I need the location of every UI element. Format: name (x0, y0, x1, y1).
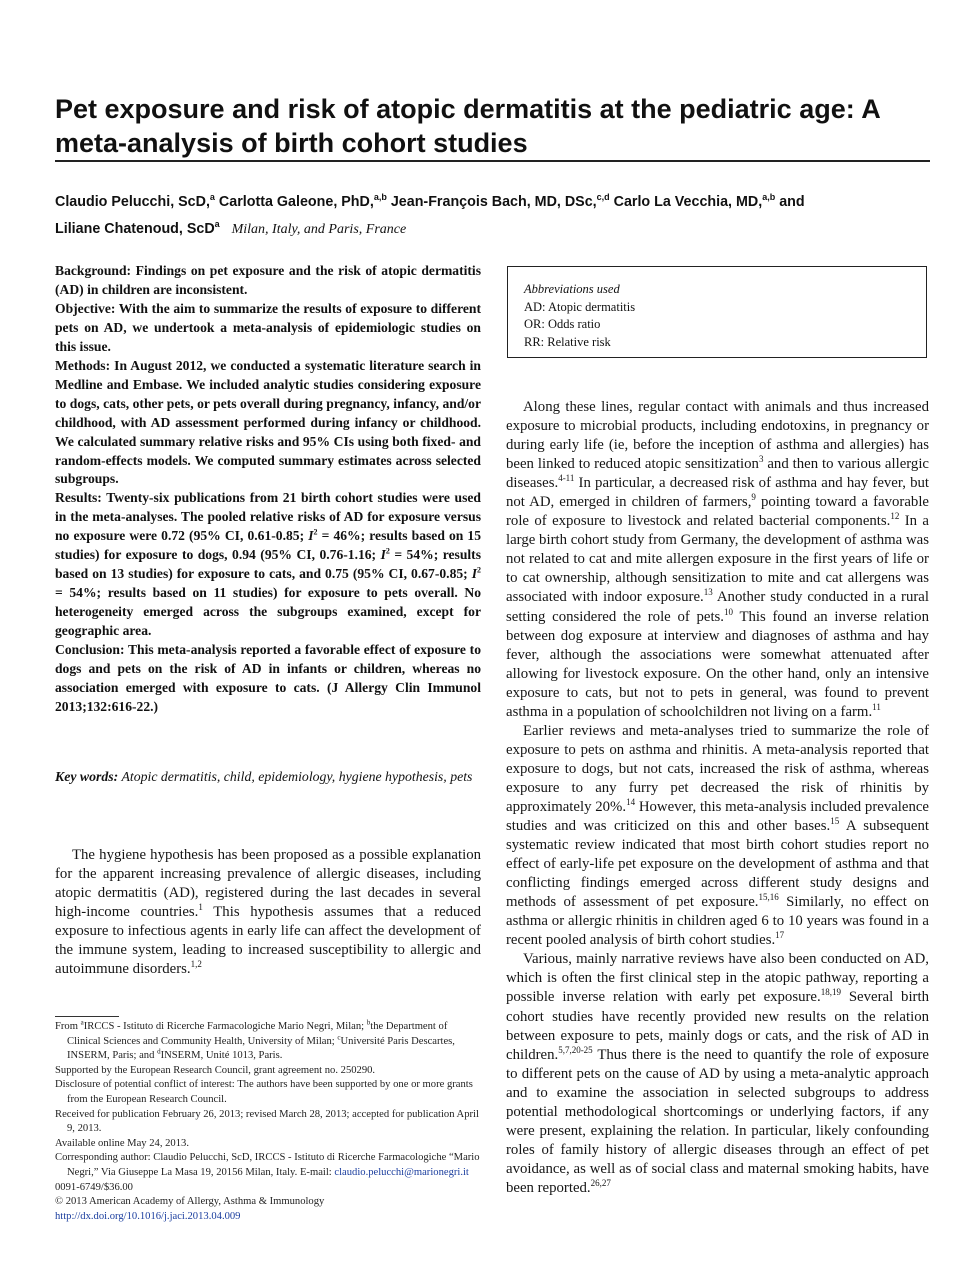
footnote-available: Available online May 24, 2013. (55, 1137, 189, 1149)
footnotes (55, 1020, 481, 1224)
intro-text (55, 846, 481, 979)
email-link[interactable]: claudio.pelucchi@marionegri.it (334, 1166, 469, 1178)
i2-sup: 2 (313, 527, 318, 537)
author-name: Claudio Pelucchi, ScD, (55, 193, 210, 210)
section-text: Findings on pet exposure and the risk of atopic dermatitis (AD) in children are inconsistent. (55, 263, 481, 297)
abstract-methods (55, 357, 481, 490)
section-text: = 54%; results based on 11 studies) for exposure to pets overall. No heterogeneity emerged across the subgroups examined, except for geographic area. (55, 585, 481, 639)
footnote-received: Received for publication February 26, 2013; revised March 28, 2013; accepted for publication April 9, 2013. (55, 1108, 479, 1135)
keywords-text: Atopic dermatitis, child, epidemiology, hygiene hypothesis, pets (121, 769, 473, 784)
footnote-affiliations: From $^a$IRCCS - Istituto di Ricerche Farmacologiche Mario Negri, Milan; $^b$the Department of Clinical Sciences and Community Health, University of Milan; $^c$Université Paris Descartes, INSERM, Paris; and $^d$INSERM, Unité 1013, Paris. (55, 1018, 455, 1062)
footnote-issn: 0091-6749/$36.00 (55, 1181, 133, 1193)
abstract-conclusion (55, 641, 481, 717)
section-label: Methods: (55, 357, 111, 373)
author-affil: a (209, 192, 215, 202)
abbreviations-box (507, 266, 927, 358)
section-text: Twenty-six publications from 21 birth cohort studies were used in the meta-analyses. The pooled relative risks of AD for exposure versus no exposure were 0.72 (95% CI, 0.61-0.85; (55, 490, 481, 544)
i2-symbol: I (308, 528, 314, 544)
citation-ref: 10 (724, 606, 734, 617)
citation-ref: 3 (758, 454, 764, 465)
author-name: Jean-François Bach, MD, DSc, (390, 193, 597, 210)
author-list (55, 186, 935, 241)
author-name: Carlo La Vecchia, MD, (613, 193, 763, 210)
citation-ref: 15,16 (758, 892, 779, 903)
footnote-disclosure: Disclosure of potential conflict of interest: The authors have been supported by one or more grants from the European Research Council. (55, 1079, 473, 1105)
citation-ref: 1 (198, 902, 203, 913)
body-paragraph: Earlier reviews and meta-analyses tried to summarize the role of exposure to pets on asthma and rhinitis. A meta-analysis reported that exposure to dogs, but not cats, increased the risk of asthma, whereas exposure to any furry pet decreased the risk of rhinitis by approximately 20%.$^{14}$ However, this meta-analysis included prevalence studies and was criticized on this and other bases.$^{15}$ A subsequent systematic review indicated that most birth cohort studies report no effect of early-life pet exposure on the development of asthma and that conflicting findings emerged across different study designs and methods of assessment of pet exposure.$^{15,16}$ Similarly, no effect on asthma or allergic rhinitis in children aged 6 to 10 years was found in a recent pooled analysis of birth cohort studies.$^{17}$ (506, 722, 930, 949)
abbreviation-item: AD: Atopic dermatitis (524, 299, 636, 314)
title-rule (55, 160, 930, 162)
i2-sup: 2 (385, 546, 390, 556)
citation-ref: 1,2 (190, 959, 202, 970)
section-text: With the aim to summarize the results of exposure to different pets on AD, we undertook a meta-analysis of epidemiologic studies on this issue. (55, 300, 482, 354)
doi-link[interactable]: http://dx.doi.org/10.1016/j.jaci.2013.04.009 (55, 1210, 241, 1222)
author-affil: a,b (762, 192, 776, 202)
author-affil: a,b (373, 192, 387, 202)
section-label: Results: (55, 490, 102, 506)
citation-ref: 13 (703, 587, 713, 598)
citation-ref: 11 (872, 701, 881, 712)
intro-paragraph: The hygiene hypothesis has been proposed as a possible explanation for the apparent increasing prevalence of allergic diseases, including atopic dermatitis (AD), registered during the last decades in several high-income countries.$^1$ This hypothesis assumes that a reduced exposure to infectious agents in early life can affect the development of the immune system, leading to increased susceptibility to allergic and autoimmune disorders.$^{1,2}$ (55, 847, 481, 978)
citation-ref: 17 (775, 930, 785, 941)
citation-ref: 9 (751, 492, 756, 503)
author-name: Liliane Chatenoud, ScD (55, 220, 215, 237)
citation-ref: 18,19 (820, 987, 841, 998)
abbreviation-item: OR: Odds ratio (524, 317, 601, 331)
affiliation-place: Milan, Italy, and Paris, France (231, 221, 407, 237)
abstract-background (55, 262, 481, 300)
section-text: = 46%; results based on 15 studies) for exposure to dogs, 0.94 (95% CI, 0.76-1.16; (55, 528, 482, 563)
author-joiner: and (779, 193, 805, 210)
citation-ref: 15 (830, 816, 840, 827)
section-text: This meta-analysis reported a favorable effect of exposure to dogs and pets on the risk of AD in infants or children, whereas no association emerged with exposure to cats. (55, 642, 481, 695)
section-label: Conclusion: (55, 642, 125, 658)
citation-ref: 12 (890, 511, 900, 522)
abbreviation-item: RR: Relative risk (524, 334, 611, 349)
citation-ref: 14 (626, 797, 636, 808)
footnote-support: Supported by the European Research Council, grant agreement no. 250290. (55, 1064, 376, 1076)
abstract-results (55, 489, 481, 641)
section-label: Objective: (55, 300, 116, 316)
citation-ref: 5,7,20-25 (558, 1044, 593, 1055)
i2-sup: 2 (477, 565, 482, 575)
i2-symbol: I (471, 566, 478, 582)
footnote-rule (55, 1016, 119, 1017)
right-column-text (506, 398, 929, 1198)
article-title: Pet exposure and risk of atopic dermatitis at the pediatric age: A meta-analysis of birth cohort studies (55, 94, 880, 158)
section-text: = 54%; results based on 13 studies) for exposure to cats, and 0.75 (95% CI, 0.67-0.85; (55, 547, 481, 582)
abstract (55, 262, 481, 717)
author-affil: c,d (596, 192, 610, 202)
body-paragraph: Along these lines, regular contact with animals and thus increased exposure to microbial products, including endotoxins, in pregnancy or during early life (ie, before the inception of asthma and allergies) has been linked to reduced atopic sensitization$^3$ and then to various allergic diseases.$^{4-11}$ In particular, a decreased risk of asthma and hay fever, but not AD, emerged in children of farmers,$^9$ pointing toward a favorable role of exposure to livestock and related bacterial components.$^{12}$ In a large birth cohort study from Germany, the development of asthma was not related to cat and mite allergen exposure in the first years of life or to cat ownership, although sensitization to mite and cat allergens was associated with indoor exposure.$^{13}$ Another study conducted in a rural setting considered the role of pets.$^{10}$ This found an inverse relation between dog exposure at interview and diagnoses of asthma and hay fever, although the associations were somewhat attenuated after allowing for livestock exposure. On the other hand, only an intensive exposure to cats, but not to pets in general, was found to prevent asthma in a population of schoolchildren not living on a farm.$^{11}$ (506, 399, 930, 720)
citation-ref: 4-11 (558, 473, 575, 484)
citation-ref: 26,27 (590, 1178, 611, 1188)
keywords-label: Key words: (55, 769, 119, 784)
section-label: Background: (55, 263, 132, 278)
abstract-objective (55, 300, 481, 357)
author-name: Carlotta Galeone, PhD, (218, 193, 374, 210)
journal-citation: (J Allergy Clin Immunol 2013;132:616-22.) (55, 679, 481, 714)
footnote-corresponding: Corresponding author: Claudio Pelucchi, ScD, IRCCS - Istituto di Ricerche Farmacologiche “Mario Negri,” Via Giuseppe La Masa 19, 20156 Milan, Italy. E-mail: claudio.pelucchi@marionegri.it (55, 1152, 480, 1178)
section-text: In August 2012, we conducted a systematic literature search in Medline and Embase. We included analytic studies considering exposure to dogs, cats, other pets, or pets overall during pregnancy, infancy, and/or childhood, with AD assessment performed during infancy or childhood. We calculated summary relative risks and 95% CIs using both fixed- and random-effects models. We computed summary estimates across selected subgroups. (55, 357, 481, 487)
author-affil: a (214, 218, 220, 229)
footnote-copyright: © 2013 American Academy of Allergy, Asthma & Immunology (55, 1196, 325, 1208)
abbreviations-title: Abbreviations used (524, 282, 620, 296)
i2-symbol: I (380, 547, 386, 563)
body-paragraph: Various, mainly narrative reviews have also been conducted on AD, which is often the first clinical step in the atopic pathway, reporting a possible inverse relation with early pet exposure.$^{18,19}$ Several birth cohort studies have recently provided new results on the relation between exposure to pets, mainly dogs or cats, and the risk of AD in children.$^{5,7,20-25}$ Thus there is the need to quantify the role of exposure to different pets on the cause of AD by using a meta-analytic approach and to examine the association in selected subgroups to address potential methodological shortcomings or underlying factors, if any were present, explaining the relation. In particular, likely confounding roles of family history of allergic diseases through an effect of pet avoidance, as well as of social class and maternal smoking habits, have been reported.$^{26,27}$ (506, 951, 929, 1196)
keywords (55, 767, 481, 786)
